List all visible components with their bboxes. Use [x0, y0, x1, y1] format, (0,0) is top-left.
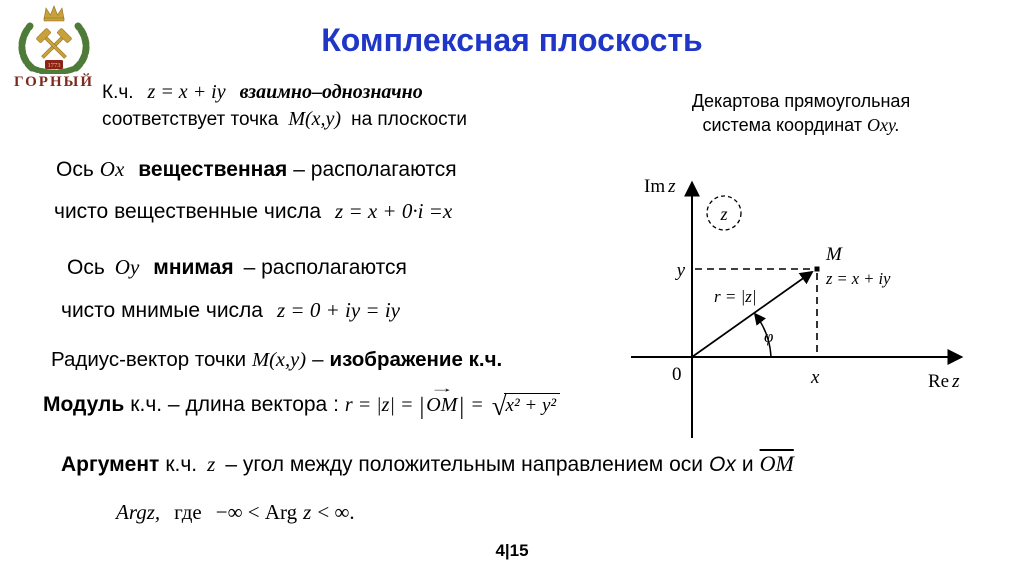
point-M-marker [815, 267, 820, 272]
r-modulus-label: r = |z| [714, 287, 757, 306]
x-coordinate-label: x [811, 367, 820, 388]
modulus-line: Модуль к.ч. – длина вектора : r = |z| = | → OM| = √x² + y² [43, 391, 560, 422]
argument-z: z [207, 452, 216, 476]
re-axis-label: Re z [928, 371, 960, 392]
radius-vector-arrow [692, 272, 812, 357]
modulus-bold: Модуль [43, 393, 125, 416]
cartesian-oxy: Oxy. [867, 115, 900, 135]
cartesian-line-2: система координат Oxy. [702, 115, 900, 135]
radius-bold: изображение к.ч. [329, 348, 503, 371]
cartesian-line-1: Декартова прямоугольная [691, 91, 911, 111]
real-axis-ox: Ox [99, 157, 125, 181]
intro-line2-math: M(x,y) [288, 108, 342, 130]
argument-line-1: Аргумент к.ч. z – угол между положительным направлением оси Ox и $\overline{OM}$ [61, 451, 794, 476]
imag-axis-formula: z = 0 + iy = iy [276, 298, 400, 322]
intro-prefix: К.ч. [102, 82, 134, 103]
imag-axis-line-2: чисто мнимые числа z = 0 + iy = iy [61, 298, 400, 322]
intro-line2-text-b: на плоскости [351, 109, 467, 130]
point-M-label: M [826, 244, 842, 265]
radicand: x² + y² [504, 393, 561, 416]
argument-om-overline: $\overline{OM}$ [759, 451, 794, 476]
argument-line-2: Argz, где −∞ < Arg z < ∞. [116, 500, 355, 524]
intro-line2-text-a: соответствует точка [102, 109, 279, 130]
imag-axis-line-1: Ось Oy мнимая – располагаются [67, 255, 407, 279]
imag-axis-oy: Oy [114, 255, 140, 279]
argument-bold: Аргумент [61, 453, 160, 476]
vector-arrow-icon: → [429, 381, 455, 395]
om-vector-notation: → OM [426, 381, 458, 416]
slide-title: Комплексная плоскость [321, 22, 703, 58]
intro-line-2 [102, 108, 467, 131]
cartesian-note [645, 89, 957, 137]
point-equation-label: z = x + iy [826, 269, 891, 288]
real-axis-formula: z = x + 0·i =x [335, 199, 453, 223]
logo-year: 1773 [47, 62, 61, 69]
phi-label: φ [764, 327, 774, 346]
modulus-formula: r = |z| = | → OM| = √x² + y² [345, 395, 560, 416]
intro-line-1 [102, 81, 423, 104]
radius-vector-line: Радиус-вектор точки M(x,y) – изображение к.ч. [51, 348, 503, 371]
intro-formula: z = x + iy [147, 81, 226, 103]
radius-m-xy: M(x,y) [252, 349, 307, 371]
argument-ox: Ox [709, 453, 736, 476]
imag-axis-bold: мнимая [153, 256, 234, 279]
arg-z-label: Argz, [116, 500, 161, 524]
logo-caption: ГОРНЫЙ [13, 74, 95, 90]
intro-emphasis: взаимно–однозначно [239, 81, 423, 103]
complex-plane-diagram [611, 159, 1016, 449]
im-axis-label: Im z [644, 176, 676, 197]
origin-label: 0 [672, 364, 682, 385]
radical-icon: √ [491, 391, 507, 421]
real-axis-line-1: Ось Ox вещественная – располагаются [56, 157, 457, 181]
y-coordinate-label: y [676, 260, 685, 281]
z-circle-label: z [720, 204, 728, 224]
real-axis-line-2: чисто вещественные числа z = x + 0·i =x [54, 199, 453, 223]
real-axis-bold: вещественная [138, 158, 288, 181]
page-number: 4|15 [495, 541, 529, 560]
